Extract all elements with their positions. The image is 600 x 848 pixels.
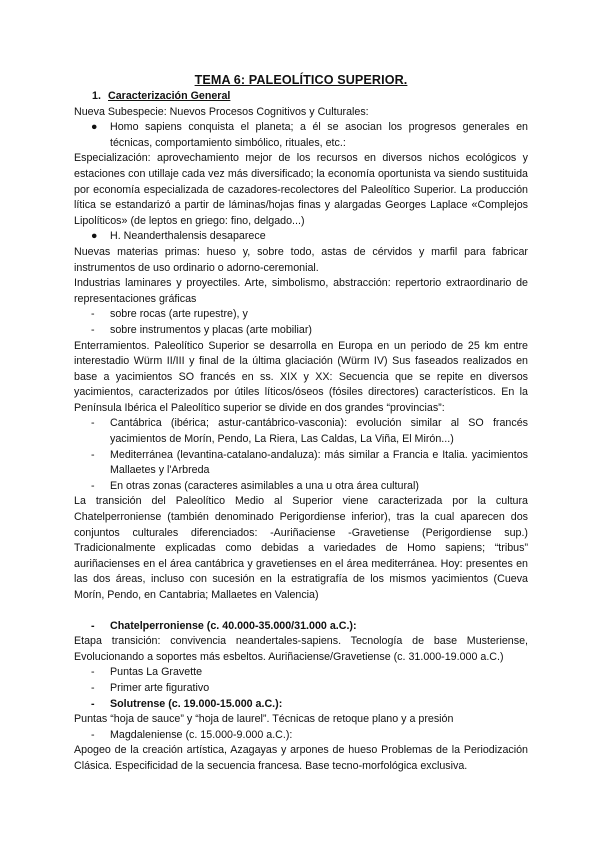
dash-text: Puntas La Gravette [110, 666, 203, 679]
paragraph: Puntas “hoja de sauce” y “hoja de laurel”. Técnicas de retoque plano y a presión [74, 713, 454, 726]
dash-text: Primer arte figurativo [110, 681, 210, 694]
dash-item [74, 448, 528, 479]
dash-item-heading [74, 619, 528, 635]
dash-item-heading [74, 697, 528, 713]
spacer [74, 604, 528, 619]
bullet-marker: ● [91, 121, 98, 134]
dash-text: Cantábrica (ibérica; astur-cantábrico-vasconia): evolución similar al SO francés yacimientos de Morín, Pendo, La Riera, Las Caldas, La Viña, El Mirón...) [110, 417, 528, 446]
dash-marker: - [91, 728, 95, 741]
dash-marker: - [91, 417, 95, 430]
dash-marker: - [91, 323, 95, 336]
dash-marker: - [91, 697, 95, 710]
bullet-item [74, 229, 528, 245]
paragraph: Industrias laminares y proyectiles. Arte, simbolismo, abstracción: repertorio extraordinario de representaciones gráficas [74, 277, 528, 305]
dash-marker: - [91, 448, 95, 461]
dash-text: Solutrense (c. 19.000-15.000 a.C.): [110, 697, 283, 710]
dash-item [74, 728, 528, 744]
dash-item [74, 416, 528, 447]
dash-marker: - [91, 666, 95, 679]
dash-marker: - [91, 681, 95, 694]
dash-marker: - [91, 479, 95, 492]
dash-marker: - [91, 308, 95, 321]
dash-text: sobre instrumentos y placas (arte mobiliar) [110, 323, 312, 336]
bullet-item [74, 120, 528, 151]
dash-item [74, 681, 528, 697]
bullet-text: Homo sapiens conquista el planeta; a él se asocian los progresos generales en técnicas, comportamiento simbólico, rituales, etc.: [110, 121, 528, 149]
paragraph: Nueva Subespecie: Nuevos Procesos Cognitivos y Culturales: [74, 105, 369, 118]
paragraph: Etapa transición: convivencia neandertales-sapiens. Tecnología de base Musteriense, Evolucionando a soportes más esbeltos. Auriñaciense/Gravetiense (c. 31.000-19.000 a.C.) [74, 635, 528, 663]
dash-item [74, 307, 528, 323]
section-number: 1. [92, 90, 101, 102]
dash-item [74, 323, 528, 339]
dash-item [74, 479, 528, 495]
dash-item [74, 665, 528, 681]
section-title: Caracterización General [108, 90, 231, 102]
paragraph: Especialización: aprovechamiento mejor de los recursos en diversos nichos ecológicos y estaciones con utillaje cada vez más diversificado; la economía oportunista va siendo sustituida por economía especializada de cazadores-recolectores del Paleolítico Superior. La producción lítica se estandarizó a partir de láminas/hojas finas y alargadas Georges Laplace «Complejos Lipolíticos» (de leptos en griego: fino, delgado...) [74, 152, 528, 227]
document-title: TEMA 6: PALEOLÍTICO SUPERIOR. [194, 73, 408, 87]
dash-text: Mediterránea (levantina-catalano-andaluza): más similar a Francia e Italia. yacimientos Mallaetes y l'Arbreda [110, 448, 528, 477]
section-heading [74, 89, 528, 105]
document-page [74, 72, 528, 775]
paragraph: Enterramientos. Paleolítico Superior se desarrolla en Europa en un periodo de 25 km entre interestadio Würm II/III y final de la última glaciación (Würm IV) Sus faseados realizados en base a yacimientos SO francés en ss. XIX y XX: Secuencia que se repite en diversos yacimientos, caracterizados por útiles líticos/óseos (fósiles directores) característicos. En la Península Ibérica el Paleolítico superior se divide en dos grandes “provincias”: [74, 339, 528, 414]
dash-text: En otras zonas (caracteres asimilables a una u otra área cultural) [110, 479, 419, 492]
dash-text: Chatelperroniense (c. 40.000-35.000/31.000 a.C.): [110, 619, 357, 632]
dash-text: sobre rocas (arte rupestre), y [110, 308, 248, 321]
bullet-text: H. Neanderthalensis desaparece [110, 230, 266, 243]
paragraph: Nuevas materias primas: hueso y, sobre todo, astas de cérvidos y marfil para fabricar instrumentos de uso ordinario o adorno-ceremonial. [74, 245, 528, 274]
bullet-marker: ● [91, 230, 98, 243]
dash-text: Magdaleniense (c. 15.000-9.000 a.C.): [110, 728, 293, 741]
paragraph: La transición del Paleolítico Medio al Superior viene caracterizada por la cultura Chatelperroniense (también denominado Perigordiense inferior), tras la cual aparecen dos conjuntos culturales diferenciados: -Auriñaciense -Gravetiense (Perigordiense sup.) Tradicionalmente explicadas como debidas a variedades de Homo sapiens; “tribus” auriñacienses en el área cantábrica y gravetienses en el área mediterránea. Hoy: presentes en las dos áreas, incluso con sucesión en la estratigrafía de los mismos yacimientos (Cueva Morín, Pendo, en Cantabria; Mallaetes en Valencia) [74, 495, 528, 601]
paragraph: Apogeo de la creación artística, Azagayas y arpones de hueso Problemas de la Periodización Clásica. Especificidad de la secuencia francesa. Base tecno-morfológica exclusiva. [74, 744, 528, 772]
dash-marker: - [91, 619, 95, 632]
